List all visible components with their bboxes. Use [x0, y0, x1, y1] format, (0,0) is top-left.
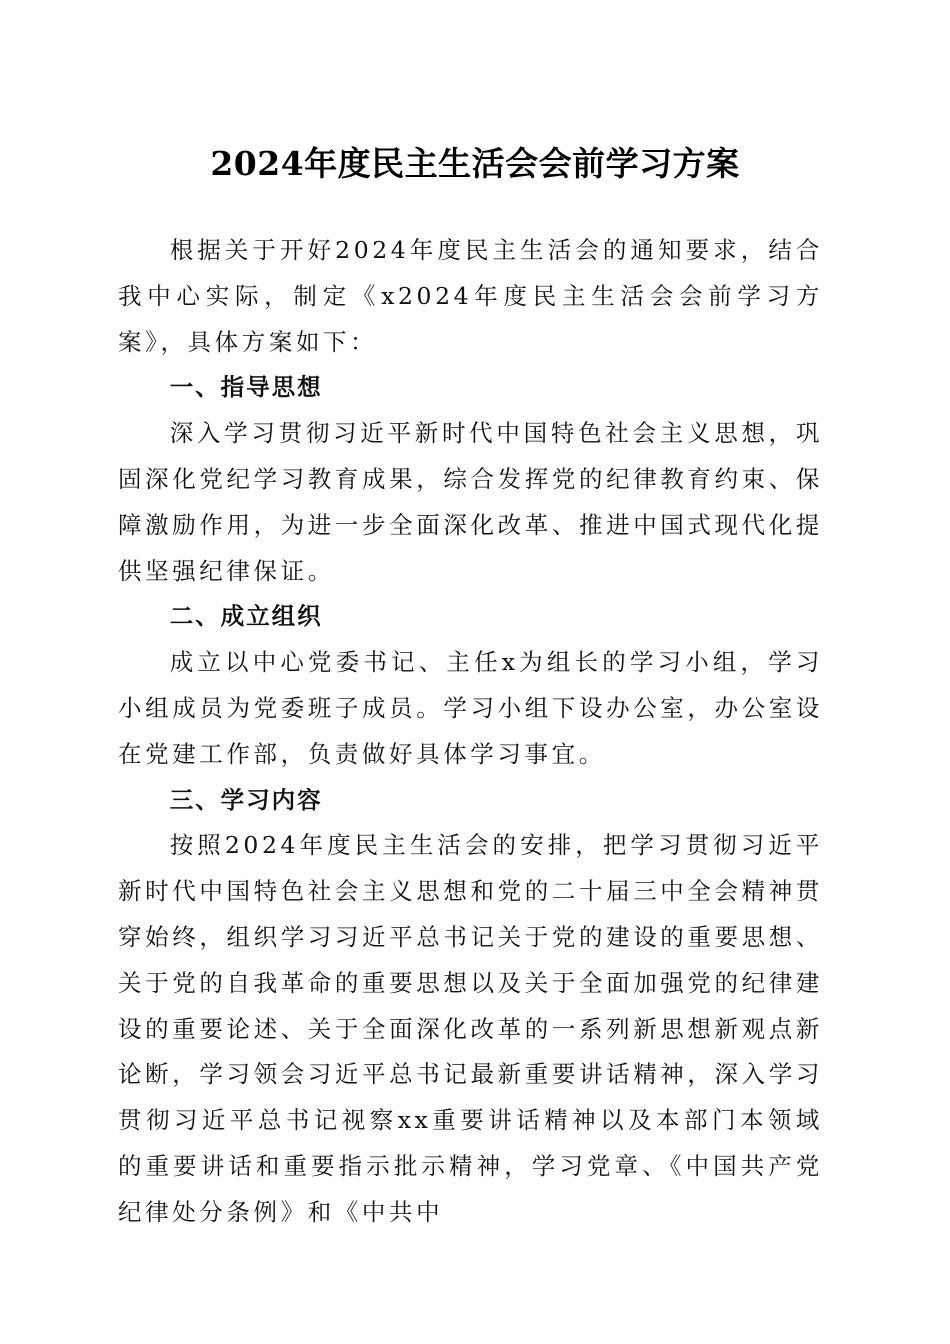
section-heading-organization: 二、成立组织	[169, 602, 323, 631]
section-heading-study-content: 三、学习内容	[169, 785, 323, 814]
document-title: 2024年度民主生活会会前学习方案	[210, 144, 740, 183]
section-heading-guiding-ideology: 一、指导思想	[169, 373, 323, 402]
document-body	[118, 228, 823, 1236]
intro-paragraph: 根据关于开好2024年度民主生活会的通知要求，结合我中心实际，制定《x2024年度民主生活会会前学习方案》，具体方案如下：	[118, 236, 823, 356]
section-body-study-content: 按照2024年度民主生活会的安排，把学习贯彻习近平新时代中国特色社会主义思想和党的二十届三中全会精神贯穿始终，组织学习习近平总书记关于党的建设的重要思想、关于党的自我革命的重要思想以及关于全面加强党的纪律建设的重要论述、关于全面深化改革的一系列新思想新观点新论断，学习领会习近平总书记最新重要讲话精神，深入学习贯彻习近平总书记视察xx重要讲话精神以及本部门本领域的重要讲话和重要指示批示精神，学习党章、《中国共产党纪律处分条例》和《中共中	[118, 831, 823, 1226]
section-body-organization: 成立以中心党委书记、主任x为组长的学习小组，学习小组成员为党委班子成员。学习小组下设办公室，办公室设在党建工作部，负责做好具体学习事宜。	[118, 648, 823, 768]
section-body-guiding-ideology: 深入学习贯彻习近平新时代中国特色社会主义思想，巩固深化党纪学习教育成果，综合发挥党的纪律教育约束、保障激励作用，为进一步全面深化改革、推进中国式现代化提供坚强纪律保证。	[118, 419, 823, 585]
